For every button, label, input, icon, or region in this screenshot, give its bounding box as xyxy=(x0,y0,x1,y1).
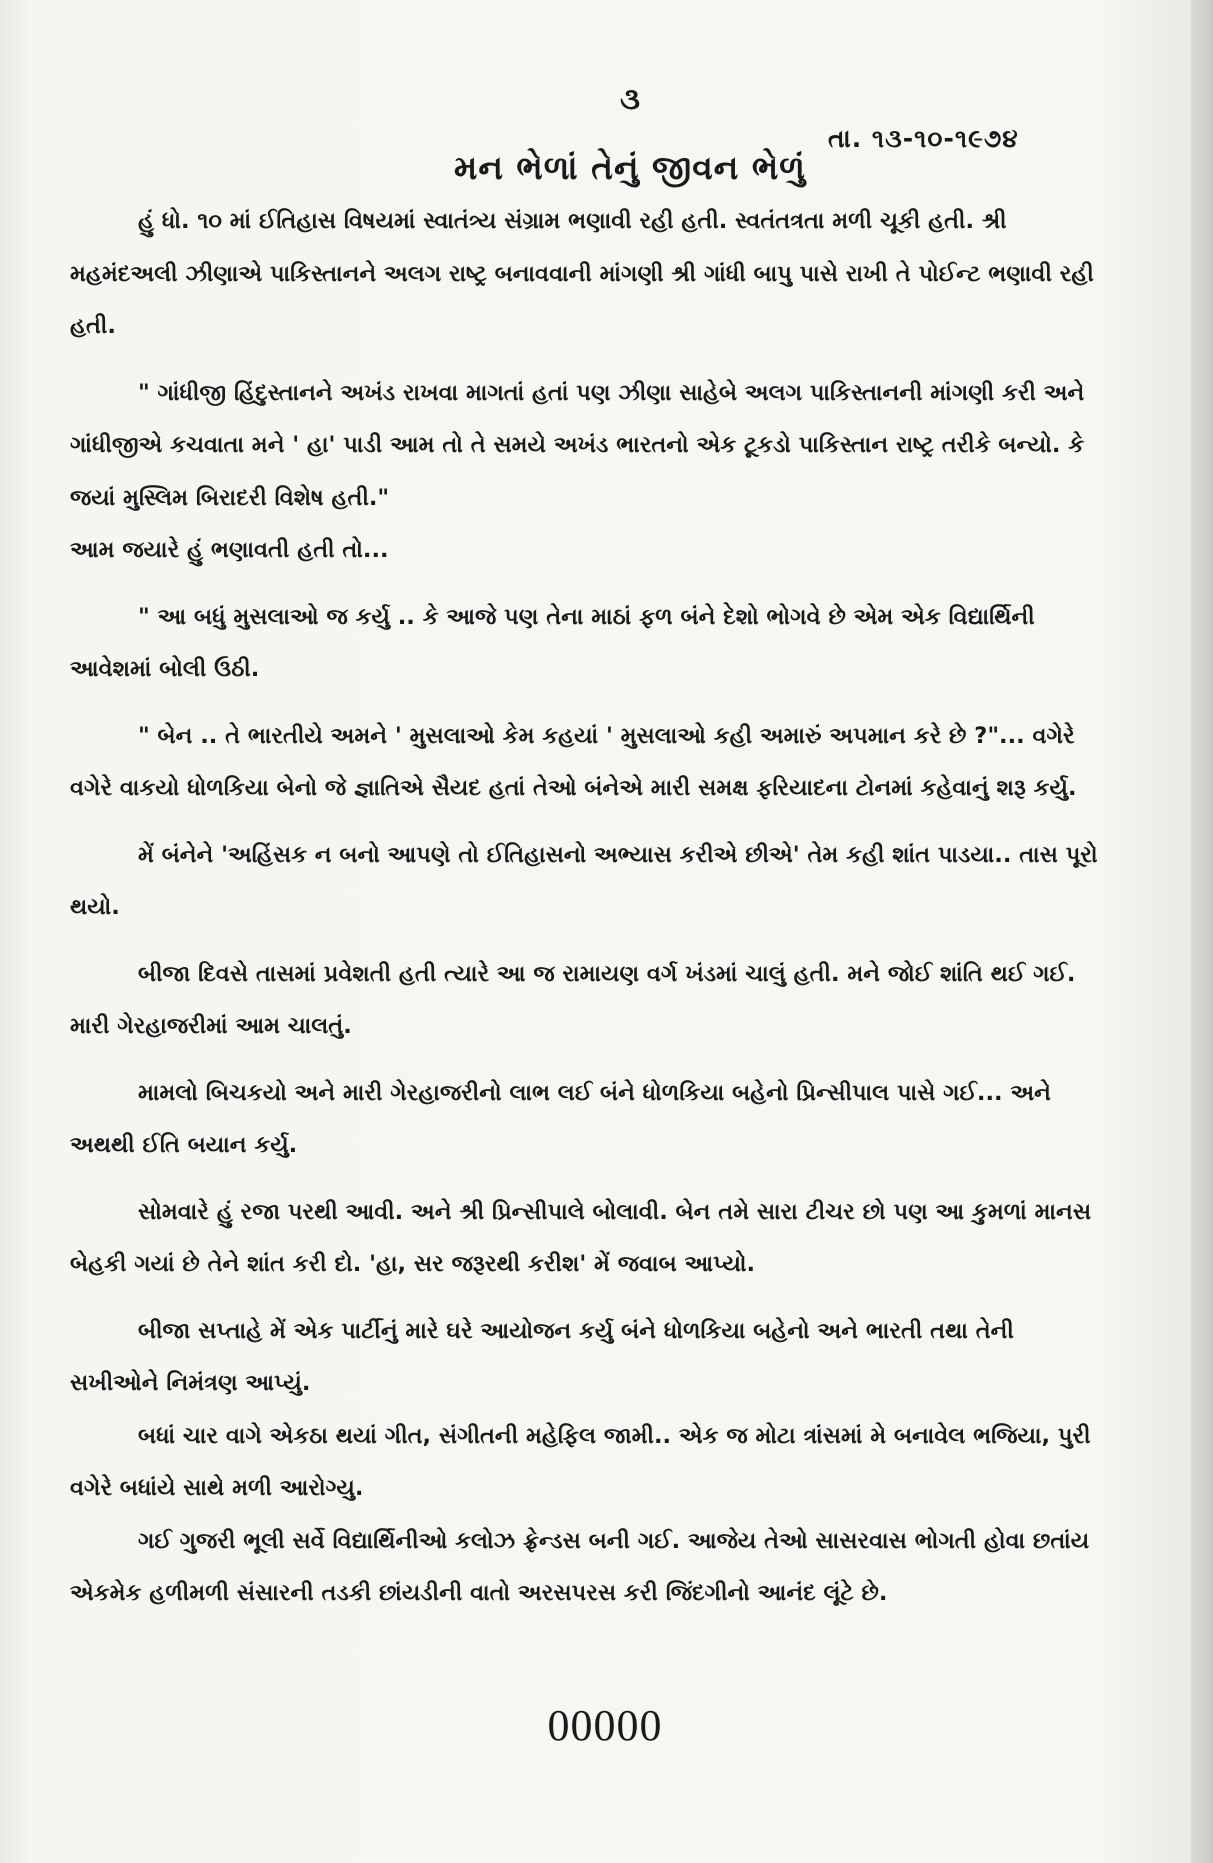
page-number: ૩ xyxy=(620,82,640,117)
paragraph: બધાં ચાર વાગે એકઠા થયાં ગીત, સંગીતની મહેફિલ જામી.. એક જ મોટા ત્રાંસમાં મે બનાવેલ ભજિયા, પુરી વગેરે બધાંયે સાથે મળી આરોગ્યુ. xyxy=(70,1422,1091,1501)
paragraph: બીજા સપ્તાહે મેં એક પાર્ટીનું મારે ઘરે આયોજન કર્યુ બંને ધોળકિયા બહેનો અને ભારતી તથા તેની સખીઓને નિમંત્રણ આપ્યું. xyxy=(70,1317,1014,1396)
paragraph: મામલો બિચકયો અને મારી ગેરહાજરીનો લાભ લઈ બંને ધોળકિયા બહેનો પ્રિન્સીપાલ પાસે ગઈ... અને અથથી ઈતિ બયાન કર્યુ. xyxy=(70,1079,1051,1158)
paragraph: ગઈ ગુજરી ભૂલી સર્વે વિદ્યાર્થિનીઓ કલોઝ ફ્રેન્ડસ બની ગઈ. આજેય તેઓ સાસરવાસ ભોગતી હોવા છતાંય એકમેક હળીમળી સંસારની તડકી છાંયડીની વાતો અરસપરસ કરી જિંદગીનો આનંદ લૂંટે છે. xyxy=(70,1527,1090,1606)
paragraph: " આ બધું મુસલાઓ જ કર્યુ .. કે આજે પણ તેના માઠાં ફળ બંને દેશો ભોગવે છે એમ એક વિદ્યાર્થિની આવેશમાં બોલી ઉઠી. xyxy=(70,603,1035,682)
page-title: મન ભેળાં તેનું જીવન ભેળું xyxy=(454,148,806,187)
end-mark: 00000 xyxy=(547,1701,663,1750)
paragraph: સોમવારે હું રજા પરથી આવી. અને શ્રી પ્રિન્સીપાલે બોલાવી. બેન તમે સારા ટીચર છો પણ આ કુમળાં માનસ બેહકી ગયાં છે તેને શાંત કરી દો. 'હા, સર જરૂરથી કરીશ' મેં જવાબ આપ્યો. xyxy=(70,1198,1092,1277)
paragraph: " ગાંધીજી હિંદુસ્તાનને અખંડ રાખવા માગતાં હતાં પણ ઝીણા સાહેબે અલગ પાકિસ્તાનની માંગણી કરી અને ગાંધીજીએ કચવાતા મને ' હા' પાડી આમ તો તે સમયે અખંડ ભારતનો એક ટૂકડો પાકિસ્તાન રાષ્ટ્ર તરીકે બન્યો. કે જયાં મુસ્લિમ બિરાદરી વિશેષ હતી." xyxy=(70,379,1085,511)
paragraph: મેં બંનેને 'અહિંસક ન બનો આપણે તો ઈતિહાસનો અભ્યાસ કરીએ છીએ' તેમ કહી શાંત પાડયા.. તાસ પૂરો થયો. xyxy=(70,841,1098,920)
paragraph: બીજા દિવસે તાસમાં પ્રવેશતી હતી ત્યારે આ જ રામાયણ વર્ગ ખંડમાં ચાલું હતી. મને જોઈ શાંતિ થઈ ગઈ. મારી ગેરહાજરીમાં આમ ચાલતું. xyxy=(70,960,1076,1039)
paragraph: " બેન .. તે ભારતીયે અમને ' મુસલાઓ કેમ કહયાં ' મુસલાઓ કહી અમારું અપમાન કરે છે ?"... વગેરે વગેરે વાકયો ધોળકિયા બેનો જે જ્ઞાતિએ સૈયદ હતાં તેઓ બંનેએ મારી સમક્ષ ફરિયાદના ટોનમાં કહેવાનું શરૂ કર્યુ. xyxy=(70,722,1077,801)
page-edge xyxy=(1191,0,1213,1863)
date-line: તા. ૧૩-૧૦-૧૯૭૪ xyxy=(828,124,1019,153)
paragraph: આમ જયારે હું ભણાવતી હતી તો... xyxy=(70,537,389,563)
body-text xyxy=(70,195,1100,1620)
paragraph: હું ધો. ૧૦ માં ઈતિહાસ વિષયમાં સ્વાતંત્ર્ય સંગ્રામ ભણાવી રહી હતી. સ્વતંતત્રતા મળી ચૂકી હતી. શ્રી મહમંદઅલી ઝીણાએ પાકિસ્તાનને અલગ રાષ્ટ્ર બનાવવાની માંગણી શ્રી ગાંધી બાપુ પાસે રાખી તે પોઈન્ટ ભણાવી રહી હતી. xyxy=(70,208,1094,339)
